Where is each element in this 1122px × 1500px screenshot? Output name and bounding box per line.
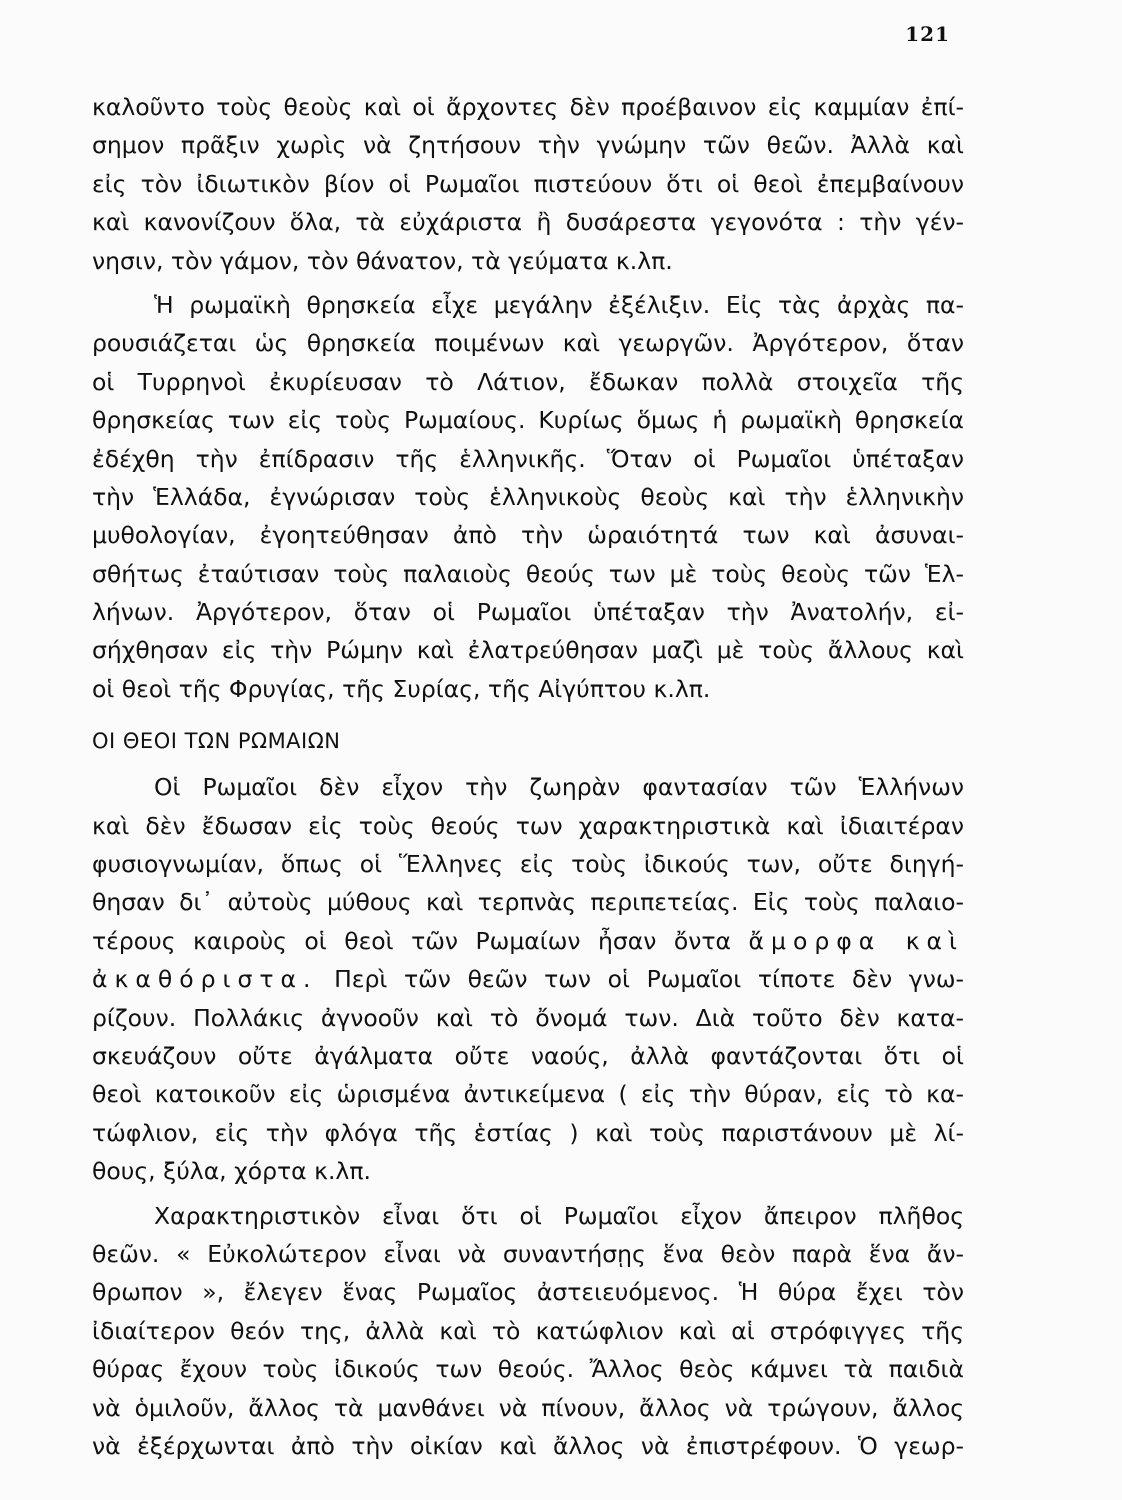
text-line: ἐδέχθη τὴν ἐπίδρασιν τῆς ἑλληνικῆς. Ὅταν οἱ Ρωμαῖοι ὑπέταξαν [92, 444, 964, 473]
text-line: καὶ δὲν ἔδωσαν εἰς τοὺς θεούς των χαρακτηριστικὰ καὶ ἰδιαιτέραν [92, 811, 964, 840]
text-line: ρίζουν. Πολλάκις ἀγνοοῦν καὶ τὸ ὄνομά των. Διὰ τοῦτο δὲν κατα- [92, 1003, 964, 1032]
text-line: νὰ ὁμιλοῦν, ἄλλος τὰ μανθάνει νὰ πίνουν, ἄλλος νὰ τρώγουν, ἄλλος [92, 1393, 964, 1422]
text-line: Χαρακτηριστικὸν εἶναι ὅτι οἱ Ρωμαῖοι εἶχον ἄπειρον πλῆθος [154, 1201, 964, 1230]
text-line: θησαν δι᾽ αὐτοὺς μύθους καὶ τερπνὰς περιπετείας. Εἰς τοὺς παλαιο- [92, 888, 964, 917]
text-line: νὰ ἐξέρχωνται ἀπὸ τὴν οἰκίαν καὶ ἄλλος νὰ ἐπιστρέφουν. Ὁ γεωρ- [92, 1431, 964, 1460]
text-line [92, 922, 964, 960]
text-line: τώφλιον, εἰς τὴν φλόγα τῆς ἑστίας ) καὶ τοὺς παριστάνουν μὲ λί- [92, 1118, 964, 1147]
paragraph-3 [92, 768, 964, 1190]
text-segment: τέρους καιροὺς οἱ θεοὶ τῶν Ρωμαίων ἦσαν ὄντα [92, 926, 732, 955]
text-line: οἱ θεοὶ τῆς Φρυγίας, τῆς Συρίας, τῆς Αἰγύπτου κ.λπ. [92, 674, 711, 703]
text-line: εἰς τὸν ἰδιωτικὸν βίον οἱ Ρωμαῖοι πιστεύουν ὅτι οἱ θεοὶ ἐπεμβαίνουν [92, 169, 964, 198]
text-line: τὴν Ἑλλάδα, ἐγνώρισαν τοὺς ἑλληνικοὺς θεοὺς καὶ τὴν ἑλληνικὴν [92, 482, 964, 511]
text-line: λήνων. Ἀργότερον, ὅταν οἱ Ρωμαῖοι ὑπέταξαν τὴν Ἀνατολήν, εἰ- [92, 598, 964, 627]
text-line: Ἡ ρωμαϊκὴ θρησκεία εἶχε μεγάλην ἐξέλιξιν. Εἰς τὰς ἀρχὰς πα- [154, 290, 964, 319]
section-heading: ΟΙ ΘΕΟΙ ΤΩΝ ΡΩΜΑΙΩΝ [92, 729, 341, 754]
text-line: ρουσιάζεται ὡς θρησκεία ποιμένων καὶ γεωργῶν. Ἀργότερον, ὅταν [92, 329, 964, 358]
text-line: νησιν, τὸν γάμον, τὸν θάνατον, τὰ γεύματα κ.λπ. [92, 246, 673, 275]
paragraph-4 [92, 1197, 964, 1466]
text-line: Οἱ Ρωμαῖοι δὲν εἶχον τὴν ζωηρὰν φαντασίαν τῶν Ἑλλήνων [154, 773, 964, 802]
paragraph-1 [92, 88, 964, 280]
emphasized-text: ἄμορφα καὶ [748, 926, 964, 955]
text-segment: Περὶ τῶν θεῶν των οἱ Ρωμαῖοι τίποτε δὲν γνω- [334, 965, 964, 994]
text-line: θρωπον », ἔλεγεν ἕνας Ρωμαῖος ἀστειευόμενος. Ἡ θύρα ἔχει τὸν [92, 1278, 964, 1307]
text-line: ἰδιαίτερον θεόν της, ἀλλὰ καὶ τὸ κατώφλιον καὶ αἱ στρόφιγγες τῆς [92, 1316, 964, 1345]
text-line: θρησκείας των εἰς τοὺς Ρωμαίους. Κυρίως ὅμως ἡ ρωμαϊκὴ θρησκεία [92, 406, 964, 435]
text-line: θεῶν. « Εὐκολώτερον εἶναι νὰ συναντήσῃς ἕνα θεὸν παρὰ ἕνα ἄν- [92, 1239, 964, 1268]
text-line [92, 960, 964, 998]
paragraph-2 [92, 286, 964, 708]
text-line: σήχθησαν εἰς τὴν Ρώμην καὶ ἐλατρεύθησαν μαζὶ μὲ τοὺς ἄλλους καὶ [92, 636, 964, 665]
text-line: οἱ Τυρρηνοὶ ἐκυρίευσαν τὸ Λάτιον, ἔδωκαν πολλὰ στοιχεῖα τῆς [92, 367, 964, 396]
text-line: σημον πρᾶξιν χωρὶς νὰ ζητήσουν τὴν γνώμην τῶν θεῶν. Ἀλλὰ καὶ [92, 131, 964, 160]
text-line: σκευάζουν οὔτε ἀγάλματα οὔτε ναούς, ἀλλὰ φαντάζονται ὅτι οἱ [92, 1041, 964, 1070]
text-line: θους, ξύλα, χόρτα κ.λπ. [92, 1157, 371, 1186]
text-line: σθήτως ἐταύτισαν τοὺς παλαιοὺς θεούς των μὲ τοὺς θεοὺς τῶν Ἑλ- [92, 559, 964, 588]
page-number: 121 [905, 22, 950, 46]
text-line: θύρας ἔχουν τοὺς ἰδικούς των θεούς. Ἄλλος θεὸς κάμνει τὰ παιδιὰ [92, 1355, 964, 1384]
page-text [92, 88, 964, 1465]
text-line: θεοὶ κατοικοῦν εἰς ὡρισμένα ἀντικείμενα ( εἰς τὴν θύραν, εἰς τὸ κα- [92, 1080, 964, 1109]
emphasized-text: ἀκαθόριστα. [92, 965, 318, 994]
text-line: φυσιογνωμίαν, ὅπως οἱ Ἕλληνες εἰς τοὺς ἰδικούς των, οὔτε διηγή- [92, 850, 964, 879]
text-line: καλοῦντο τοὺς θεοὺς καὶ οἱ ἄρχοντες δὲν προέβαινον εἰς καμμίαν ἐπί- [92, 93, 964, 121]
text-line: μυθολογίαν, ἐγοητεύθησαν ἀπὸ τὴν ὡραιότητά των καὶ ἀσυναι- [92, 521, 964, 550]
text-line: καὶ κανονίζουν ὅλα, τὰ εὐχάριστα ἢ δυσάρεστα γεγονότα : τὴν γέν- [92, 208, 964, 237]
